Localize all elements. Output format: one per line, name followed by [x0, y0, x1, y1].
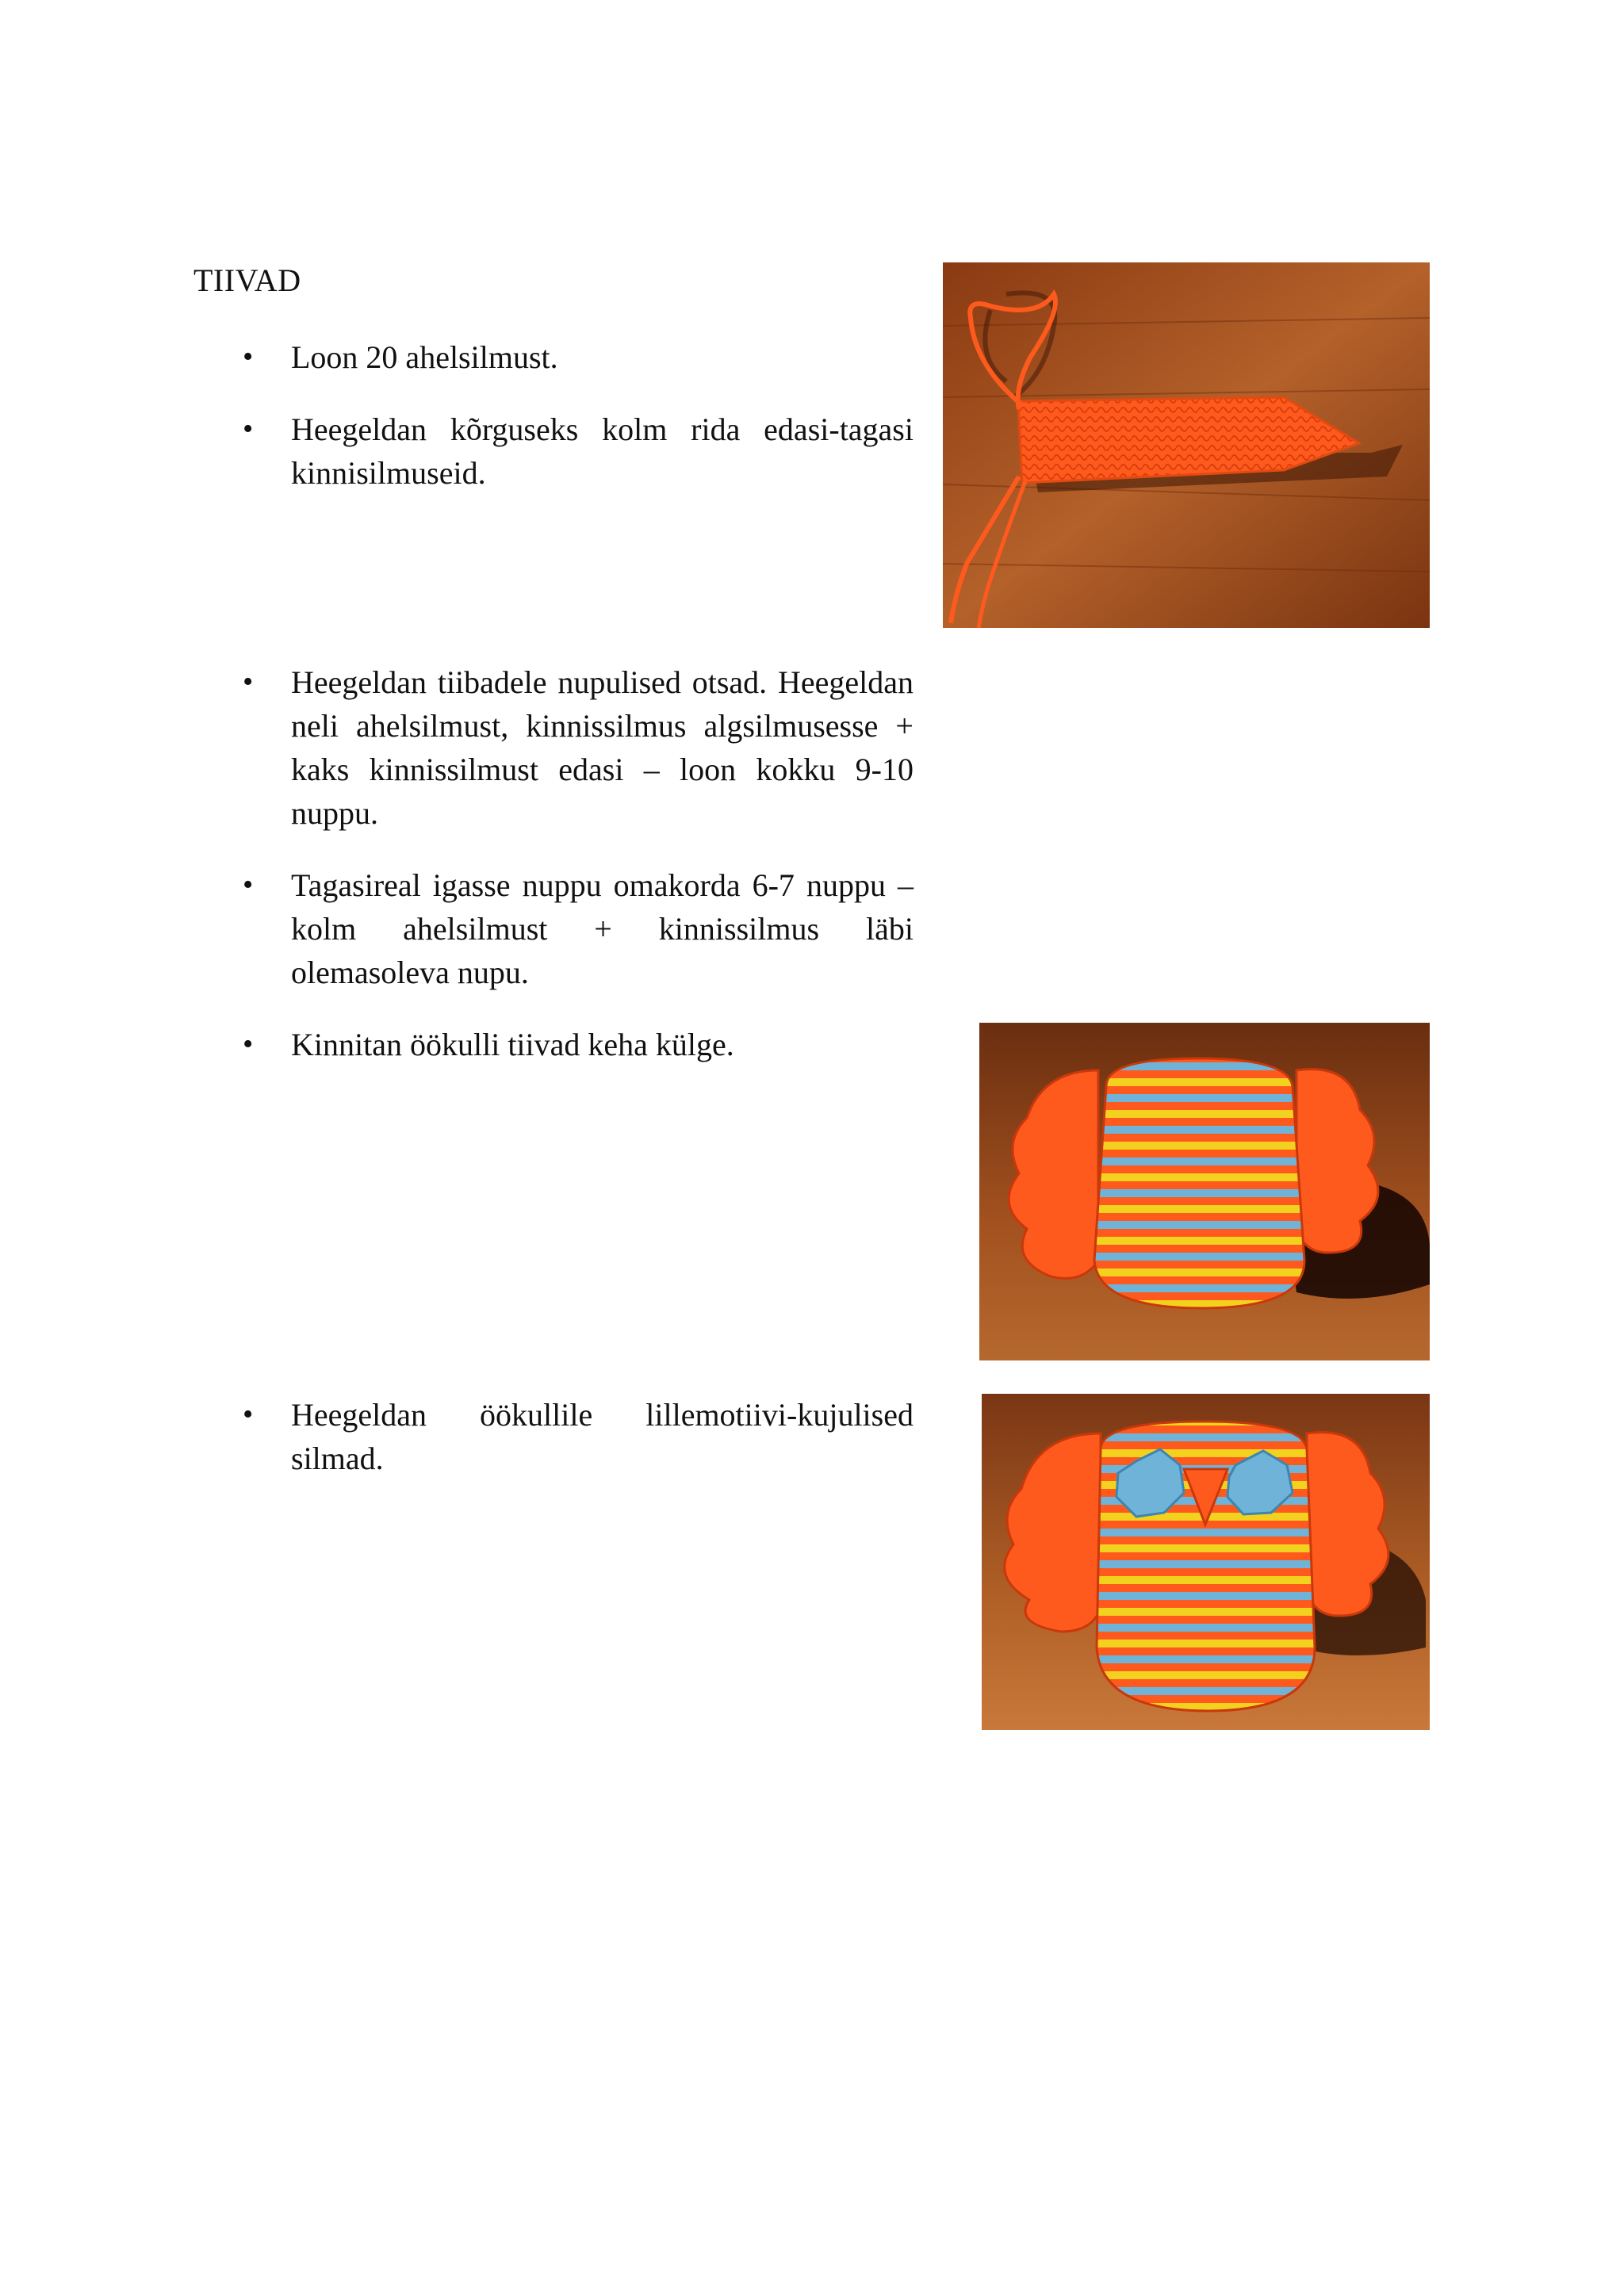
bullet-icon: • [243, 1398, 254, 1431]
owl-wings-illustration [979, 1023, 1430, 1360]
step-item [243, 660, 914, 835]
step-text: Kinnitan öökulli tiivad keha külge. [291, 1027, 734, 1062]
bullet-icon: • [243, 1027, 254, 1061]
owl-wings-photo [979, 1023, 1430, 1360]
step-item [243, 863, 914, 994]
step-text: Heegeldan kõrguseks kolm rida edasi-tagasi kinnisilmuseid. [291, 411, 914, 491]
step-text: Loon 20 ahelsilmust. [291, 339, 558, 375]
owl-eyes-photo [982, 1394, 1430, 1730]
step-item [243, 1393, 914, 1480]
step-text: Heegeldan tiibadele nupulised otsad. Heegeldan neli ahelsilmust, kinnissilmus algsilmusesse + kaks kinnissilmust edasi – loon kokku 9-10 nuppu. [291, 664, 914, 831]
bullet-icon: • [243, 340, 254, 373]
step-item [243, 335, 914, 379]
step-text: Heegeldan öökullile lillemotiivi-kujulised silmad. [291, 1397, 914, 1476]
wing-strip-photo [943, 262, 1430, 628]
owl-eyes-illustration [982, 1394, 1430, 1730]
bullet-icon: • [243, 665, 254, 698]
section-heading: TIIVAD [193, 262, 301, 298]
bullet-icon: • [243, 412, 254, 446]
step-item [243, 1023, 914, 1066]
step-item [243, 408, 914, 495]
wing-strip-illustration [943, 262, 1430, 628]
bullet-icon: • [243, 868, 254, 901]
step-text: Tagasireal igasse nuppu omakorda 6-7 nuppu – kolm ahelsilmust + kinnissilmus läbi olemasoleva nupu. [291, 867, 914, 990]
